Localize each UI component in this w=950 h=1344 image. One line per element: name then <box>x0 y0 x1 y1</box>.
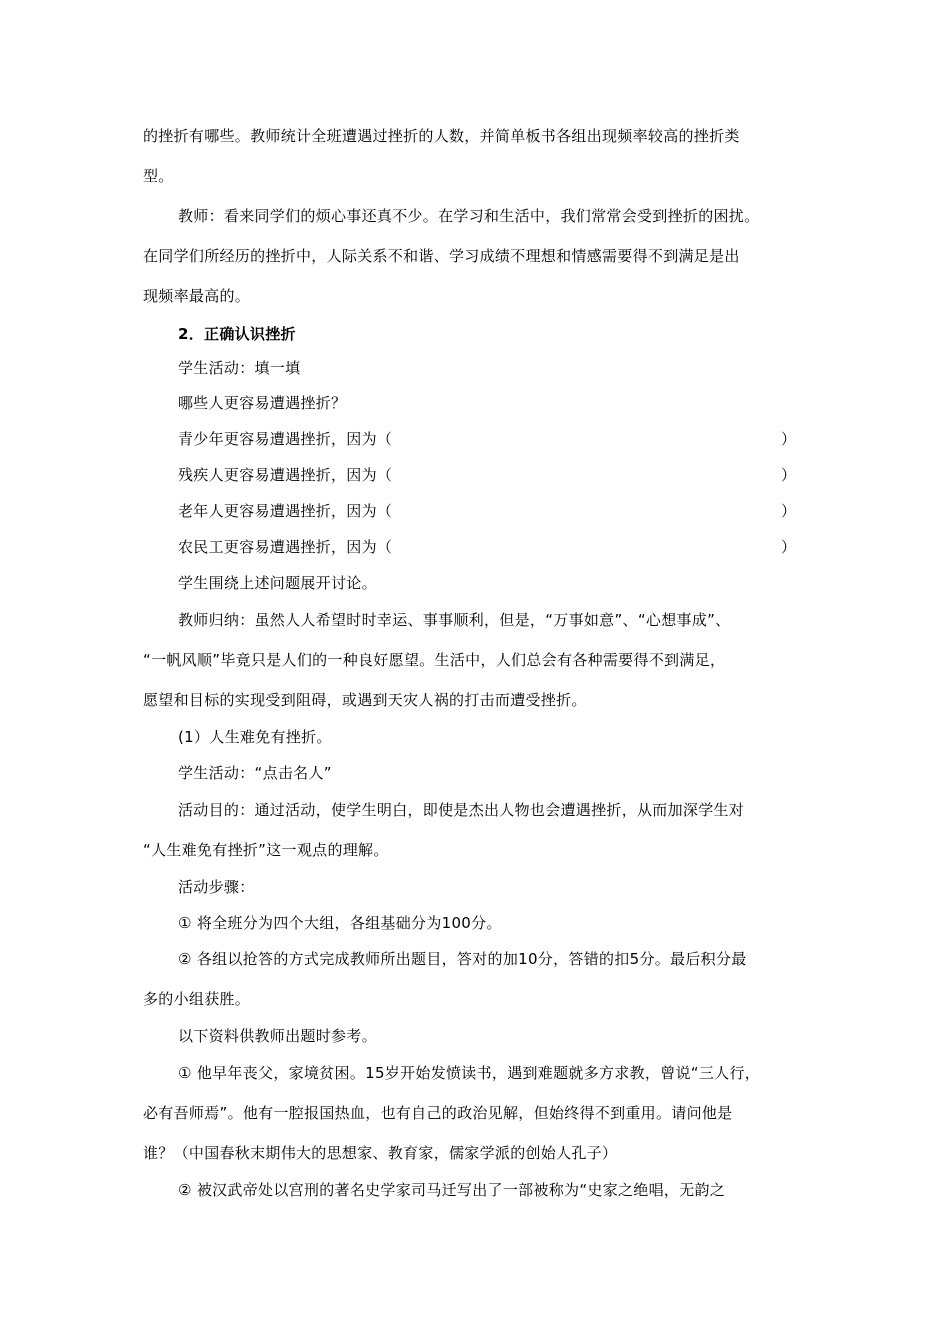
paragraph-line: 在同学们所经历的挫折中，人际关系不和谐、学习成绩不理想和情感需要得不到满足是出 <box>143 247 740 265</box>
paragraph-line: 多的小组获胜。 <box>143 990 251 1008</box>
paragraph-line: ② 被汉武帝处以宫刑的著名史学家司马迁写出了一部被称为“史家之绝唱，无韵之 <box>178 1181 726 1199</box>
paragraph-line: 活动步骤： <box>178 878 255 896</box>
fill-in-label: 老年人更容易遭遇挫折，因为（ <box>178 502 393 520</box>
fill-in-item <box>178 465 798 485</box>
paragraph-line: (1）人生难免有挫折。 <box>178 728 332 746</box>
fill-in-label: 农民工更容易遭遇挫折，因为（ <box>178 538 393 556</box>
fill-in-item <box>178 429 798 449</box>
fill-in-item <box>178 537 798 557</box>
paragraph-line: 型。 <box>143 167 174 185</box>
paragraph-line: ① 他早年丧父，家境贫困。15岁开始发愤读书，遇到难题就多方求教，曾说“三人行， <box>178 1064 761 1082</box>
paragraph-line: 学生活动：填一填 <box>178 359 301 377</box>
paragraph-line: “一帆风顺”毕竟只是人们的一种良好愿望。生活中，人们总会有各种需要得不到满足， <box>143 651 726 669</box>
paragraph-line: 教师：看来同学们的烦心事还真不少。在学习和生活中，我们常常会受到挫折的困扰。 <box>178 207 760 225</box>
paragraph-line: 学生活动：“点击名人” <box>178 764 332 782</box>
paragraph-line: 现频率最高的。 <box>143 287 251 305</box>
paragraph-line: ② 各组以抢答的方式完成教师所出题目，答对的加10分，答错的扣5分。最后积分最 <box>178 950 747 968</box>
fill-in-label: 残疾人更容易遭遇挫折，因为（ <box>178 466 393 484</box>
fill-in-close-paren: ） <box>781 466 797 484</box>
fill-in-close-paren: ） <box>781 502 797 520</box>
paragraph-line: “人生难免有挫折”这一观点的理解。 <box>143 841 389 859</box>
fill-in-label: 青少年更容易遭遇挫折，因为（ <box>178 430 393 448</box>
paragraph-line: 以下资料供教师出题时参考。 <box>178 1027 377 1045</box>
paragraph-line: 谁？（中国春秋末期伟大的思想家、教育家，儒家学派的创始人孔子） <box>143 1144 618 1162</box>
section-heading: 2．正确认识挫折 <box>178 325 296 343</box>
fill-in-close-paren: ） <box>781 538 797 556</box>
paragraph-line: 的挫折有哪些。教师统计全班遭遇过挫折的人数，并简单板书各组出现频率较高的挫折类 <box>143 127 740 145</box>
paragraph-line: 学生围绕上述问题展开讨论。 <box>178 574 377 592</box>
paragraph-line: 活动目的：通过活动，使学生明白，即使是杰出人物也会遭遇挫折，从而加深学生对 <box>178 801 745 819</box>
paragraph-line: 教师归纳：虽然人人希望时时幸运、事事顺利，但是，“万事如意”、“心想事成”、 <box>178 611 731 629</box>
paragraph-line: 哪些人更容易遭遇挫折？ <box>178 394 347 412</box>
fill-in-item <box>178 501 798 521</box>
paragraph-line: 必有吾师焉”。他有一腔报国热血，也有自己的政治见解，但始终得不到重用。请问他是 <box>143 1104 733 1122</box>
paragraph-line: 愿望和目标的实现受到阻碍，或遇到天灾人祸的打击而遭受挫折。 <box>143 691 587 709</box>
paragraph-line: ① 将全班分为四个大组，各组基础分为100分。 <box>178 914 502 932</box>
fill-in-close-paren: ） <box>781 430 797 448</box>
